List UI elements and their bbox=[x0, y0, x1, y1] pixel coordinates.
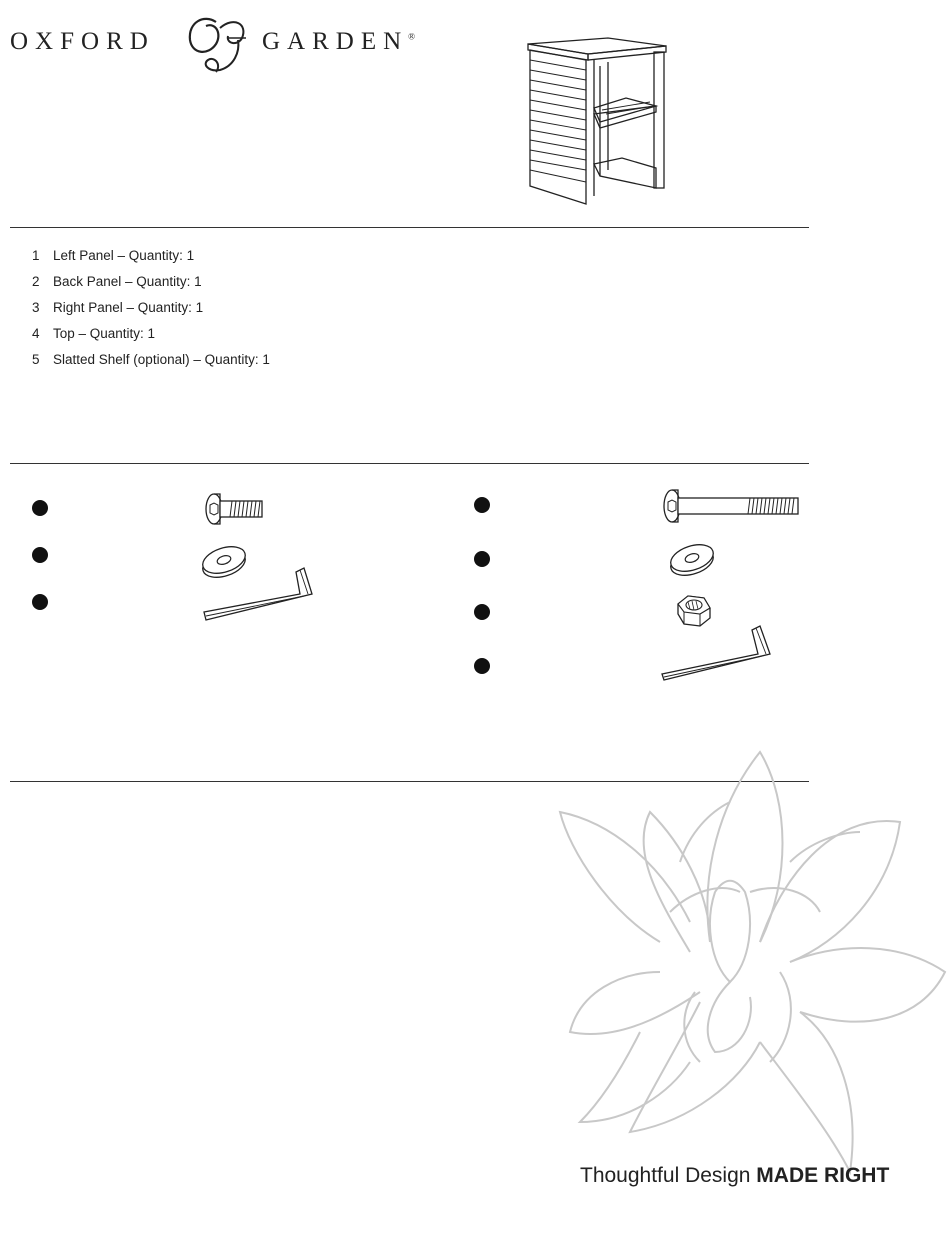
og-monogram-icon bbox=[176, 8, 256, 76]
hardware-bullet bbox=[474, 658, 490, 674]
part-label: Slatted Shelf (optional) – Quantity: 1 bbox=[53, 352, 270, 367]
short-bolt-icon bbox=[200, 492, 266, 526]
allen-key-icon bbox=[200, 564, 318, 624]
hardware-bullet bbox=[32, 500, 48, 516]
part-label: Left Panel – Quantity: 1 bbox=[53, 248, 195, 263]
hardware-bullet bbox=[474, 551, 490, 567]
part-number: 5 bbox=[32, 352, 40, 367]
washer-icon bbox=[668, 542, 720, 578]
part-label: Right Panel – Quantity: 1 bbox=[53, 300, 204, 315]
long-bolt-icon bbox=[658, 488, 802, 524]
allen-key-icon bbox=[658, 622, 776, 684]
product-cabinet-illustration bbox=[522, 36, 668, 208]
hardware-bullet bbox=[32, 594, 48, 610]
brand-word-right: GARDEN® bbox=[262, 28, 416, 55]
list-item bbox=[32, 352, 270, 367]
hardware-bullet bbox=[474, 497, 490, 513]
section-divider bbox=[10, 227, 809, 228]
list-item bbox=[32, 274, 202, 289]
part-label: Back Panel – Quantity: 1 bbox=[53, 274, 202, 289]
flower-decoration bbox=[540, 742, 950, 1182]
brand-word-left: OXFORD bbox=[10, 28, 155, 55]
part-number: 1 bbox=[32, 248, 40, 263]
hardware-bullet bbox=[474, 604, 490, 620]
part-number: 2 bbox=[32, 274, 40, 289]
footer-tagline: Thoughtful Design MADE RIGHT bbox=[580, 1164, 890, 1187]
section-divider bbox=[10, 463, 809, 464]
hardware-bullet bbox=[32, 547, 48, 563]
list-item bbox=[32, 248, 194, 263]
list-item bbox=[32, 326, 155, 341]
part-label: Top – Quantity: 1 bbox=[53, 326, 156, 341]
part-number: 4 bbox=[32, 326, 40, 341]
list-item bbox=[32, 300, 203, 315]
part-number: 3 bbox=[32, 300, 40, 315]
